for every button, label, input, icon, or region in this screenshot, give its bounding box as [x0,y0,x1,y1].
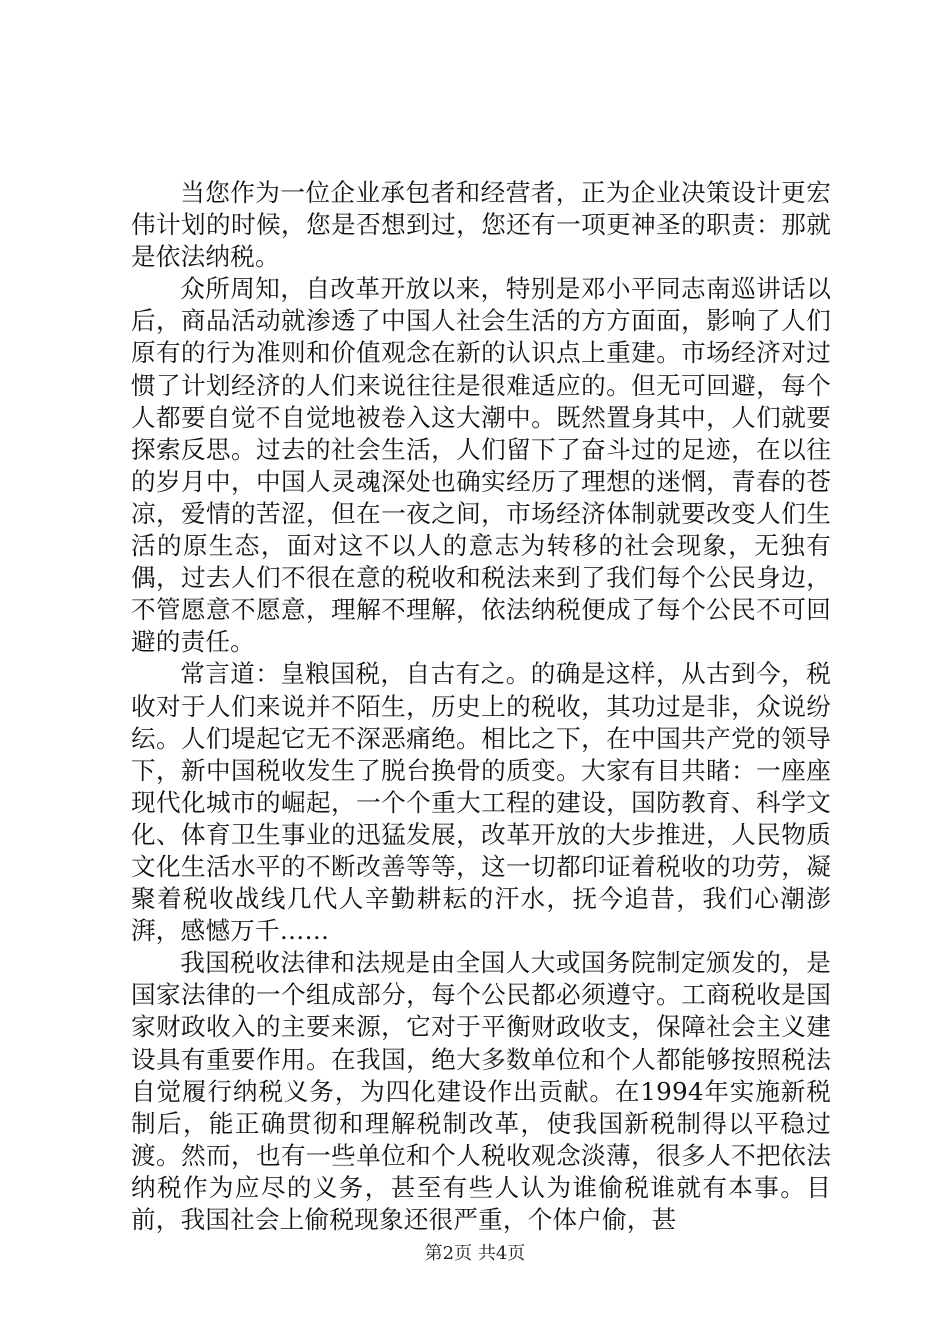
page-number-footer: 第2页 共4页 [424,1243,526,1264]
paragraph: 我国税收法律和法规是由全国人大或国务院制定颁发的，是国家法律的一个组成部分，每个公民都必须遵守。工商税收是国家财政收入的主要来源，它对于平衡财政收支，保障社会主义建设具有重要作用。在我国，绝大多数单位和个人都能够按照税法自觉履行纳税义务，为四化建设作出贡献。在1994年实施新税制后，能正确贯彻和理解税制改革，使我国新税制得以平稳过渡。然而，也有一些单位和个人税收观念淡薄，很多人不把依法纳税作为应尽的义务，甚至有些人认为谁偷税谁就有本事。目前，我国社会上偷税现象还很严重，个体户偷，甚 [131,948,831,1234]
paragraph: 当您作为一位企业承包者和经营者，正为企业决策设计更宏伟计划的时候，您是否想到过，您还有一项更神圣的职责：那就是依法纳税。 [131,178,831,272]
paragraph: 众所周知，自改革开放以来，特别是邓小平同志南巡讲话以后，商品活动就渗透了中国人社会生活的方方面面，影响了人们原有的行为准则和价值观念在新的认识点上重建。市场经济对过惯了计划经济的人们来说往往是很难适应的。但无可回避，每个人都要自觉不自觉地被卷入这大潮中。既然置身其中，人们就要探索反思。过去的社会生活，人们留下了奋斗过的足迹，在以往的岁月中，中国人灵魂深处也确实经历了理想的迷惘，青春的苍凉，爱情的苦涩，但在一夜之间，市场经济体制就要改变人们生活的原生态，面对这不以人的意志为转移的社会现象，无独有偶，过去人们不很在意的税收和税法来到了我们每个公民身边，不管愿意不愿意，理解不理解，依法纳税便成了每个公民不可回避的责任。 [131,274,831,657]
paragraph: 常言道：皇粮国税，自古有之。的确是这样，从古到今，税收对于人们来说并不陌生，历史上的税收，其功过是非，众说纷纭。人们堤起它无不深恶痛绝。相比之下，在中国共产党的领导下，新中国税收发生了脱台换骨的质变。大家有目共睹：一座座现代化城市的崛起，一个个重大工程的建设，国防教育、科学文化、体育卫生事业的迅猛发展，改革开放的大步推进，人民物质文化生活水平的不断改善等等，这一切都印证着税收的功劳，凝聚着税收战线几代人辛勤耕耘的汗水，抚今追昔，我们心潮澎湃，感憾万千…… [131,659,831,946]
document-body [131,177,831,1236]
